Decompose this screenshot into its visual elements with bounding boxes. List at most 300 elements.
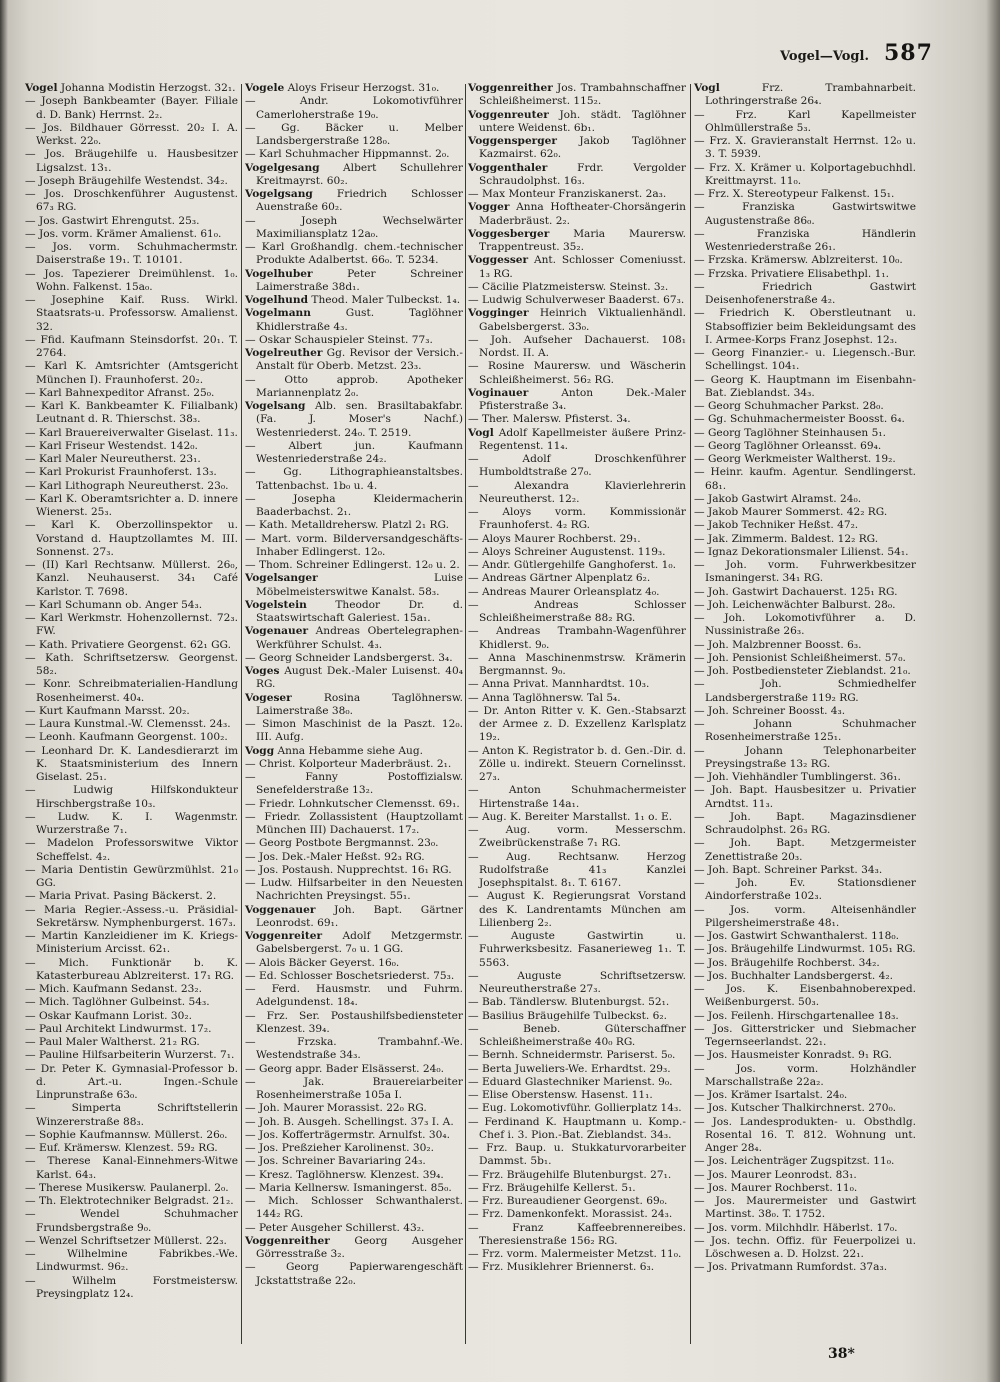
directory-entry — [245, 718, 463, 745]
directory-entry — [25, 983, 238, 996]
directory-entry — [25, 1235, 238, 1248]
directory-entry — [245, 904, 463, 931]
column-4 — [694, 82, 916, 1275]
entry-text: Joh. städt. Taglöhner untere Weidenst. 6b₁. — [479, 108, 686, 134]
entry-text: Friedrich Schlosser Auenstraße 60₂. — [256, 188, 464, 214]
directory-entry — [25, 718, 238, 731]
directory-entry — [694, 188, 916, 201]
directory-entry — [694, 678, 916, 705]
directory-entry — [468, 599, 686, 626]
directory-entry — [25, 440, 238, 453]
entry-text: — Franziska Händlerin Westenriederstraße 26₁. — [694, 227, 916, 253]
directory-entry — [694, 506, 916, 519]
entry-surname: Vogelstein — [245, 598, 307, 611]
directory-entry — [25, 268, 238, 295]
directory-entry — [25, 1102, 238, 1129]
entry-text: Albert Schullehrer Kreitmayrst. 60₂. — [256, 161, 463, 187]
entry-text: — Jos. Droschkenführer Augustenst. 67₃ RG. — [25, 188, 238, 214]
directory-entry — [468, 135, 686, 162]
directory-entry — [694, 1182, 916, 1195]
directory-entry — [694, 1169, 916, 1182]
binding-shadow — [0, 0, 8, 1382]
entry-text: — Frz. X. Gravieranstalt Herrnst. 12₀ u. 3. T. 5939. — [694, 135, 916, 161]
directory-entry — [25, 122, 238, 149]
directory-entry — [25, 1248, 238, 1275]
directory-entry — [245, 877, 463, 904]
entry-text: — Joh. Maurer Morassist. 22₀ RG. — [245, 1102, 427, 1115]
directory-entry — [25, 480, 238, 493]
directory-entry — [25, 996, 238, 1009]
directory-entry — [245, 851, 463, 864]
entry-text: — Joh. Gastwirt Dachauerst. 125₁ RG. — [694, 585, 898, 598]
directory-entry — [694, 201, 916, 228]
directory-entry — [245, 268, 463, 295]
entry-text: Frz. Trambahnarbeit. Lothringerstraße 26₄. — [705, 82, 916, 108]
entry-text: — Jos. Tapezierer Dreimühlenst. 1₀. Wohn. Falkenst. 15a₀. — [25, 267, 238, 293]
entry-text: — Dr. Peter K. Gymnasial-Professor b. d. Art.-u. Ingen.-Schule Linprunstraße 63₀. — [25, 1062, 238, 1101]
running-head: Vogel—Vogl. — [780, 49, 869, 64]
entry-text: August Dek.-Maler Luisenst. 40₄ RG. — [256, 665, 464, 691]
entry-text: — Franziska Gastwirtswitwe Augustenstraße 86₀. — [694, 201, 916, 227]
entry-text: — Jos. Bildhauer Görresst. 20₂ I. A. Werkst. 22₀. — [25, 121, 238, 147]
entry-surname: Vogenauer — [245, 625, 309, 638]
directory-entry — [694, 771, 916, 784]
directory-entry — [245, 745, 463, 758]
directory-entry — [694, 877, 916, 904]
entry-text: Peter Schreiner Laimerstraße 38d₁. — [256, 267, 463, 293]
entry-text: — Karl Friseur Westendst. 142₀. — [25, 439, 198, 452]
entry-text: — Wendel Schuhmacher Frundsbergstraße 9₀. — [25, 1208, 238, 1234]
entry-text: — Karl K. Amtsrichter (Amtsgericht München I). Fraunhoferst. 20₂. — [25, 360, 238, 386]
entry-text: — Joh. B. Ausgeh. Schellingst. 37₃ I. A. — [245, 1115, 454, 1128]
directory-entry — [245, 1142, 463, 1155]
directory-entry — [468, 811, 686, 824]
directory-entry — [25, 1142, 238, 1155]
entry-text: — Jos. Maurer Leonrodst. 83₁. — [694, 1168, 857, 1181]
entry-text: — Aloys Schreiner Augustenst. 119₃. — [468, 545, 666, 558]
directory-entry — [694, 1089, 916, 1102]
directory-entry — [25, 559, 238, 599]
entry-text: — Joh. Bapt. Hausbesitzer u. Privatier Arndtst. 11₃. — [694, 784, 916, 810]
directory-entry — [245, 1182, 463, 1195]
entry-text: — Sophie Kaufmannsw. Müllerst. 26₀. — [25, 1128, 228, 1141]
directory-entry — [245, 519, 463, 532]
directory-entry — [25, 890, 238, 903]
entry-text: — Anna Taglöhnersw. Tal 5₄. — [468, 691, 621, 704]
entry-text: — Madelon Professorswitwe Viktor Scheffelst. 4₂. — [25, 837, 238, 863]
directory-entry — [25, 215, 238, 228]
entry-surname: Voggesser — [468, 254, 529, 267]
entry-text: — Rosine Maurersw. und Wäscherin Schleißheimerst. 56₂ RG. — [468, 360, 686, 386]
entry-text: Andreas Obertelegraphen-Werkführer Schulst. 4₃. — [256, 625, 463, 651]
directory-entry — [468, 188, 686, 201]
entry-text: — Jakob Techniker Heßst. 47₂. — [694, 519, 859, 532]
entry-text: — Ferdinand K. Hauptmann u. Komp.-Chef i. 3. Pion.-Bat. Zieblandst. 34₃. — [468, 1115, 686, 1141]
directory-entry — [468, 109, 686, 136]
entry-text: — Gg. Bäcker u. Melber Landsbergerstraße 128₀. — [245, 121, 463, 147]
entry-text: — Joh. Viehhändler Tumblingerst. 36₁. — [694, 771, 901, 783]
directory-entry — [468, 1248, 686, 1261]
entry-text: — Georg Papierwarengeschäft Jckstattstraße 22₀. — [245, 1261, 463, 1287]
entry-text: — Dr. Anton Ritter v. K. Gen.-Stabsarzt der Armee z. D. Exzellenz Karlsplatz 19₂. — [468, 704, 686, 744]
directory-entry — [468, 678, 686, 691]
entry-text: Jakob Taglöhner Kazmairst. 62₀. — [479, 135, 686, 161]
directory-entry — [694, 1049, 916, 1062]
directory-entry — [694, 453, 916, 466]
entry-text: — Anton K. Registrator b. d. Gen.-Dir. d. Zölle u. indirekt. Steuern Cornelinsst. 27₃. — [468, 744, 686, 783]
entry-text: — Andreas Trambahn-Wagenführer Khidlerst. 9₀. — [468, 625, 686, 651]
entry-text: — Friedr. Lohnkutscher Clemensst. 69₁. — [245, 797, 460, 810]
directory-entry — [25, 1182, 238, 1195]
directory-entry — [245, 1261, 463, 1288]
directory-entry — [245, 466, 463, 493]
entry-text: — Kath. Privatiere Georgenst. 62₁ GG. — [25, 638, 231, 651]
directory-entry — [694, 904, 916, 931]
directory-entry — [694, 82, 916, 109]
entry-text: — Oskar Schauspieler Steinst. 77₃. — [245, 333, 433, 346]
directory-entry — [694, 413, 916, 426]
directory-entry — [25, 1023, 238, 1036]
directory-entry — [468, 1222, 686, 1249]
directory-entry — [468, 480, 686, 507]
directory-entry — [468, 692, 686, 705]
entry-surname: Voggenauer — [245, 903, 316, 916]
directory-entry — [25, 95, 238, 122]
directory-entry — [468, 559, 686, 572]
entry-text: — Ludw. Hilfsarbeiter in den Neuesten Nachrichten Preysingst. 55₁. — [245, 877, 463, 903]
directory-entry — [694, 1116, 916, 1156]
entry-text: — Joh. Bapt. Magazinsdiener Schraudolphst. 26₃ RG. — [694, 810, 916, 836]
entry-text: — Georg Schneider Landsbergerst. 3₄. — [245, 651, 453, 664]
entry-text: — Elise Oberstensw. Hasenst. 11₁. — [468, 1089, 653, 1101]
directory-entry — [25, 453, 238, 466]
directory-entry — [694, 109, 916, 136]
entry-text: — Frzska. Privatiere Elisabethpl. 1₁. — [694, 267, 890, 280]
directory-entry — [694, 533, 916, 546]
entry-text: — Frz. Bureaudiener Georgenst. 69₀. — [468, 1195, 668, 1207]
entry-text: — Maria Dentistin Gewürzmühlst. 21₀ GG. — [25, 863, 238, 889]
entry-text: — Frz. Bräugehilfe Kellerst. 5₁. — [468, 1181, 636, 1194]
directory-entry — [245, 692, 463, 719]
directory-entry — [25, 360, 238, 387]
entry-text: — Gg. Lithographieanstaltsbes. Tattenbachst. 1b₀ u. 4. — [245, 466, 463, 492]
directory-entry — [25, 1049, 238, 1062]
directory-entry — [245, 215, 463, 242]
entry-text: — Aloys vorm. Kommissionär Fraunhoferst. 4₂ RG. — [468, 506, 686, 532]
entry-text: — Karl K. Oberamtsrichter a. D. innere Wienerst. 25₃. — [25, 492, 238, 518]
directory-entry — [25, 427, 238, 440]
entry-text: — Frz. Bräugehilfe Blutenburgst. 27₁. — [468, 1168, 672, 1181]
entry-text: Luise Möbelmeisterswitwe Kanalst. 58₃. — [256, 572, 463, 598]
directory-entry — [694, 1063, 916, 1090]
entry-text: — Jos. vorm. Holzhändler Marschallstraße 22a₂. — [694, 1062, 916, 1088]
directory-entry — [468, 1116, 686, 1143]
directory-entry — [694, 228, 916, 255]
entry-text: — (II) Karl Rechtsanw. Müllerst. 26₀, Kanzl. Neuhauserst. 34₁ Café Karlstor. T. 7698. — [25, 559, 238, 598]
entry-text: — Joh. Lokomotivführer a. D. Nussinistraße 26₃. — [694, 612, 916, 638]
directory-entry — [245, 1235, 463, 1262]
entry-text: — Frz. Baup. u. Stukkaturvorarbeiter Dammst. 5b₁. — [468, 1142, 686, 1168]
column-1 — [25, 82, 238, 1301]
directory-entry — [468, 705, 686, 745]
entry-text: — Friedrich K. Oberstleutnant u. Stabsoffizier beim Bekleidungsamt des I. Armee-Korps Franz Josephst. 12₃. — [694, 307, 916, 346]
entry-text: — Martin Kanzleidiener im K. Kriegs-Ministerium Arcisst. 62₁. — [25, 930, 238, 956]
directory-entry — [25, 745, 238, 785]
entry-text: Gust. Taglöhner Khidlerstraße 4₃. — [256, 307, 463, 333]
entry-text: — Frz. Damenkonfekt. Morassist. 24₃. — [468, 1208, 673, 1221]
entry-text: — Ignaz Dekorationsmaler Lilienst. 54₁. — [694, 545, 909, 558]
directory-entry — [25, 1129, 238, 1142]
entry-surname: Vogelgesang — [245, 161, 320, 174]
entry-text: — Aug. Rechtsanw. Herzog Rudolfstraße 41₃ Kanzlei Josephspitalst. 8₁. T. 6167. — [468, 850, 686, 889]
directory-entry — [245, 864, 463, 877]
directory-entry — [694, 864, 916, 877]
directory-entry — [468, 453, 686, 480]
directory-entry — [245, 148, 463, 161]
directory-entry — [245, 533, 463, 560]
entry-text: — Bernh. Schneidermstr. Pariserst. 5₀. — [468, 1049, 676, 1062]
entry-text: — Johann Schuhmacher Rosenheimerstraße 125₁. — [694, 718, 916, 744]
entry-text: — Cäcilie Platzmeistersw. Steinst. 3₂. — [468, 280, 669, 293]
entry-text: — Anna Privat. Mannhardtst. 10₃. — [468, 678, 650, 691]
directory-entry — [245, 1063, 463, 1076]
directory-entry — [245, 1036, 463, 1063]
entry-text: — Laura Kunstmal.-W. Clemensst. 24₃. — [25, 718, 231, 730]
entry-text: — Anna Maschinenmstrsw. Krämerin Bergmannst. 9₀. — [468, 651, 686, 677]
entry-text: Adolf Kapellmeister äußere Prinz-Regentenst. 11₄. — [479, 426, 687, 452]
entry-text: — Josepha Kleidermacherin Baaderbachst. 2₁. — [245, 492, 463, 518]
entry-text: — Jos. Bräugehilfe Lindwurmst. 105₁ RG. — [694, 943, 916, 956]
entry-text: — Bab. Tändlersw. Blutenburgst. 52₁. — [468, 996, 670, 1009]
entry-text: — Jos. Bräugehilfe u. Hausbesitzer Ligsalzst. 13₁. — [25, 148, 238, 174]
directory-entry — [694, 718, 916, 745]
directory-entry — [245, 440, 463, 467]
directory-entry — [245, 294, 463, 307]
entry-text: — Joh. Leichenwächter Balburst. 28₀. — [694, 598, 896, 611]
directory-entry — [694, 254, 916, 267]
directory-entry — [25, 493, 238, 520]
directory-entry — [694, 745, 916, 772]
entry-text: — Jakob Gastwirt Alramst. 24₀. — [694, 492, 862, 505]
directory-entry — [468, 334, 686, 361]
directory-entry — [245, 1195, 463, 1222]
entry-text: Frdr. Vergolder Schraudolphst. 16₃. — [479, 161, 686, 187]
entry-text: — Jos. Krämer Isartalst. 24₀. — [694, 1089, 848, 1101]
directory-entry — [468, 1102, 686, 1115]
directory-entry — [245, 837, 463, 850]
directory-entry — [468, 1208, 686, 1221]
directory-entry — [468, 1076, 686, 1089]
directory-entry — [25, 599, 238, 612]
entry-text: — Aug. K. Bereiter Marstallst. 1₁ o. E. — [468, 810, 673, 823]
directory-entry — [468, 970, 686, 997]
column-2 — [245, 82, 463, 1288]
entry-text: — Max Monteur Franziskanerst. 2a₃. — [468, 188, 667, 200]
entry-text: — Thom. Schreiner Edlingerst. 12₀ u. 2. — [245, 559, 460, 571]
entry-text: — Jos. Landesprodukten- u. Obsthdlg. Rosental 16. T. 812. Wohnung unt. Anger 28₄. — [694, 1115, 916, 1154]
entry-text: — Jos. Schreiner Bavariaring 24₃. — [245, 1155, 426, 1168]
entry-text: — Jos. vorm. Alteisenhändler Pilgersheimerstraße 48₁. — [694, 903, 916, 929]
entry-text: — Ed. Schlosser Boschetsriederst. 75₃. — [245, 969, 455, 982]
directory-entry — [694, 440, 916, 453]
directory-entry — [468, 1063, 686, 1076]
entry-text: — Jos. Buchhalter Landsbergerst. 4₂. — [694, 969, 894, 982]
entry-text: — Beneb. Güterschaffner Schleißheimerstraße 40₀ RG. — [468, 1022, 686, 1048]
directory-entry — [245, 95, 463, 122]
directory-entry — [25, 400, 238, 427]
entry-text: — Wilhelm Forstmeistersw. Preysingplatz 12₄. — [25, 1274, 238, 1300]
entry-text: Adolf Metzgermstr. Gabelsbergerst. 7₀ u. 1 GG. — [256, 930, 463, 956]
entry-surname: Vogelsanger — [245, 572, 318, 585]
entry-text: — Kurt Kaufmann Marsst. 20₂. — [25, 704, 190, 717]
entry-surname: Vogl — [694, 82, 720, 94]
entry-text: — Joseph Wechselwärter Maximiliansplatz 12a₀. — [245, 214, 463, 240]
entry-text: — Jos. Dek.-Maler Heßst. 92₃ RG. — [245, 850, 425, 863]
entry-text: — Aloys Maurer Rochberst. 29₁. — [468, 532, 641, 545]
directory-entry — [694, 135, 916, 162]
entry-text: — Fanny Postoffizialsw. Senefelderstraße 13₂. — [245, 771, 463, 797]
directory-entry — [25, 612, 238, 639]
entry-surname: Vogelhund — [245, 294, 308, 306]
directory-entry — [468, 824, 686, 851]
entry-text: — Ferd. Hausmstr. und Fuhrm. Adelgundenst. 18₄. — [245, 983, 463, 1009]
directory-entry — [25, 652, 238, 679]
entry-text: — Joh. Schreiner Boosst. 4₃. — [694, 704, 846, 717]
entry-text: — Jos. Feilenh. Hirschgartenallee 18₃. — [694, 1009, 899, 1022]
entry-text: — Alois Bäcker Geyerst. 16₀. — [245, 956, 400, 969]
entry-text: — Gg. Schuhmachermeister Boosst. 6₄. — [694, 413, 905, 426]
entry-text: — Leonh. Kaufmann Georgenst. 100₂. — [25, 731, 228, 744]
entry-text: — Jak. Zimmerm. Baldest. 12₂ RG. — [694, 532, 879, 545]
entry-text: — Joseph Bankbeamter (Bayer. Filiale d. D. Bank) Herrnst. 2₂. — [25, 95, 238, 121]
directory-entry — [245, 970, 463, 983]
directory-entry — [694, 1195, 916, 1222]
entry-text: — Jos. Gastwirt Schwanthalerst. 118₀. — [694, 930, 899, 942]
directory-entry — [25, 1195, 238, 1208]
entry-text: — Mich. Schlosser Schwanthalerst. 144₂ RG. — [245, 1195, 463, 1221]
directory-entry — [468, 427, 686, 454]
entry-text: — Andr. Gütlergehilfe Ganghoferst. 1₀. — [468, 559, 676, 571]
directory-entry — [25, 837, 238, 864]
directory-entry — [694, 1155, 916, 1168]
directory-entry — [25, 82, 238, 95]
directory-entry — [25, 1063, 238, 1103]
entry-text: — Albert jun. Kaufmann Westenriederstraße 24₂. — [245, 439, 463, 465]
entry-text: — Peter Ausgeher Schillerst. 43₂. — [245, 1221, 425, 1234]
directory-entry — [245, 559, 463, 572]
directory-entry — [694, 599, 916, 612]
entry-surname: Voggenthaler — [468, 161, 548, 174]
directory-entry — [468, 413, 686, 426]
entry-text: Theod. Maler Tulbeckst. 1₄. — [311, 294, 461, 306]
directory-entry — [468, 281, 686, 294]
entry-text: — Paul Architekt Lindwurmst. 17₂. — [25, 1022, 212, 1035]
signature-mark: 38* — [828, 1346, 855, 1362]
entry-text: — Joseph Bräugehilfe Westendst. 34₂. — [25, 174, 228, 187]
directory-entry — [694, 957, 916, 970]
entry-text: — Konr. Schreibmaterialien-Handlung Rosenheimerst. 40₄. — [25, 678, 238, 704]
directory-entry — [468, 201, 686, 228]
column-divider — [241, 84, 242, 1344]
directory-entry — [245, 334, 463, 347]
entry-text: Gg. Revisor der Versich.-Anstalt für Oberb. Metzst. 23₃. — [256, 347, 463, 373]
directory-entry — [694, 586, 916, 599]
directory-entry — [25, 731, 238, 744]
directory-entry — [25, 294, 238, 334]
entry-text: — Jakob Maurer Sommerst. 42₂ RG. — [694, 506, 888, 518]
entry-text: — Joh. Bapt. Metzgermeister Zenettistraße 20₃. — [694, 837, 916, 863]
directory-entry — [468, 652, 686, 679]
column-3 — [468, 82, 686, 1275]
entry-text: — Frz. X. Stereotypeur Falkenst. 15₁. — [694, 188, 895, 200]
directory-entry — [694, 970, 916, 983]
directory-entry — [468, 851, 686, 891]
directory-entry — [25, 639, 238, 652]
entry-text: — Jos. Kofferträgermstr. Arnulfst. 30₄. — [245, 1128, 450, 1141]
entry-surname: Voggesberger — [468, 227, 550, 240]
directory-entry — [468, 1023, 686, 1050]
entry-text: — Karl Schumann ob. Anger 54₃. — [25, 598, 203, 611]
directory-entry — [468, 360, 686, 387]
directory-entry — [694, 665, 916, 678]
directory-entry — [694, 1235, 916, 1262]
directory-entry — [25, 784, 238, 811]
entry-text: — Karl Prokurist Fraunhoferst. 13₃. — [25, 466, 217, 479]
entry-text: — Heinr. kaufm. Agentur. Sendlingerst. 68₁. — [694, 466, 916, 492]
directory-entry — [25, 387, 238, 400]
entry-text: Jos. Trambahnschaffner Schleißheimerst. 115₂. — [479, 82, 686, 108]
entry-text: — Jos. vorm. Krämer Amalienst. 61₀. — [25, 227, 222, 240]
entry-text: — Joh. vorm. Fuhrwerkbesitzer Ismaningerst. 34₁ RG. — [694, 559, 916, 585]
entry-text: — Ffid. Kaufmann Steinsdorfst. 20₁. T. 2764. — [25, 333, 238, 359]
entry-surname: Voges — [245, 665, 280, 677]
entry-surname: Voggenreither — [468, 82, 553, 94]
directory-entry — [25, 519, 238, 559]
entry-text: — Johann Telephonarbeiter Preysingstraße 13₂ RG. — [694, 744, 916, 770]
entry-text: — Karl Brauereiverwalter Giselast. 11₃. — [25, 426, 238, 439]
directory-entry — [245, 493, 463, 520]
directory-entry — [245, 347, 463, 374]
entry-text: — Ludwig Schulverweser Baaderst. 67₃. — [468, 294, 685, 306]
entry-text: — Joh. Aufseher Dachauerst. 108₁ Nordst. II. A. — [468, 333, 686, 359]
entry-text: Anton Dek.-Maler Pfisterstraße 3₄. — [479, 386, 686, 412]
entry-text: — Jos. Maurermeister und Gastwirt Martinst. 38₀. T. 1752. — [694, 1195, 916, 1221]
entry-text: — Ludw. K. I. Wagenmstr. Wurzerstraße 7₁. — [25, 810, 238, 836]
entry-surname: Vogeser — [245, 691, 292, 704]
directory-entry — [25, 1036, 238, 1049]
directory-entry — [694, 347, 916, 374]
column-divider — [465, 84, 466, 1344]
directory-entry — [468, 1169, 686, 1182]
entry-surname: Voggenreither — [245, 1234, 330, 1247]
directory-entry — [245, 758, 463, 771]
directory-entry — [694, 493, 916, 506]
entry-text: — Kresz. Taglöhnersw. Klenzest. 39₄. — [245, 1168, 444, 1181]
directory-entry — [25, 904, 238, 931]
directory-entry — [694, 1023, 916, 1050]
entry-text: — Adolf Droschkenführer Humboldtstraße 27₀. — [468, 453, 686, 479]
entry-text: — Karl K. Bankbeamter K. Filialbank) Leutnant d. R. Thierschst. 38₃. — [25, 400, 238, 426]
entry-text: Anna Hoftheater-Chorsängerin Maderbräust. 2₂. — [479, 201, 687, 227]
directory-entry — [468, 82, 686, 109]
entry-text: — Andr. Lokomotivführer Camerloherstraße 19₀. — [245, 95, 463, 121]
directory-entry — [468, 1261, 686, 1274]
entry-surname: Voggenreuter — [468, 108, 549, 121]
directory-entry — [245, 82, 463, 95]
directory-entry — [25, 1275, 238, 1302]
entry-text: — Kath. Schriftsetzersw. Georgenst. 58₂. — [25, 651, 238, 677]
entry-text: — Georg Taglöhner Orleansst. 69₄. — [694, 439, 882, 452]
